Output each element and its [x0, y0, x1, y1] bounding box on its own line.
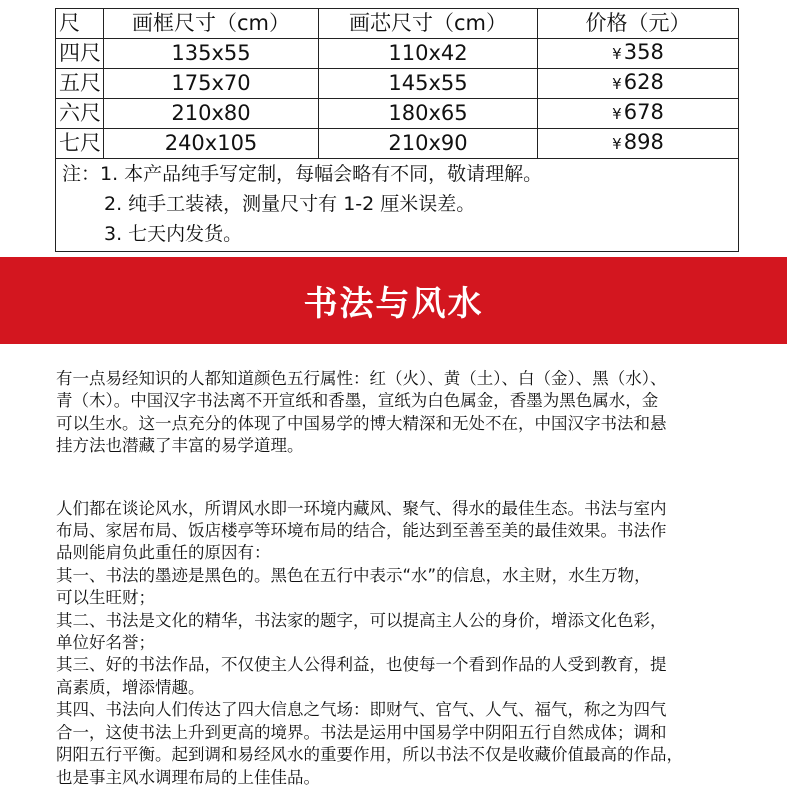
row-size: 六尺 [56, 99, 104, 129]
notes-cell [56, 159, 739, 252]
header-price: 价格（元） [538, 9, 739, 39]
row-core-size: 145x55 [319, 69, 538, 99]
row-core-size: 210x90 [319, 129, 538, 159]
paragraph-line: 挂方法也潜藏了丰富的易学道理。 [56, 436, 304, 456]
row-size: 七尺 [56, 129, 104, 159]
paragraph-line: 高素质，增添情趣。 [56, 677, 205, 697]
article-body [56, 368, 756, 789]
currency-symbol: ¥ [612, 135, 622, 153]
paragraph-line: 青（木）。中国汉字书法离不开宣纸和香墨，宣纸为白色属金，香墨为黑色属水，金 [56, 391, 659, 411]
currency-symbol: ¥ [612, 105, 622, 123]
paragraph-spacer [56, 458, 756, 498]
paragraph-line: 也是事主风水调理布局的上佳佳品。 [56, 767, 320, 787]
row-price [538, 69, 739, 99]
notes-row [56, 159, 739, 252]
price-value: 358 [623, 40, 664, 64]
paragraph-line: 其二、书法是文化的精华，书法家的题字，可以提高主人公的身价，增添文化色彩， [56, 610, 667, 630]
paragraph-line: 其一、书法的墨迹是黑色的。黑色在五行中表示“水”的信息，水主财，水生万物， [56, 565, 651, 585]
price-value: 678 [623, 100, 664, 124]
price-value: 898 [623, 130, 664, 154]
paragraph-line: 其三、好的书法作品，不仅使主人公得利益，也使每一个看到作品的人受到教育，提 [56, 655, 667, 675]
currency-symbol: ¥ [612, 45, 622, 63]
header-frame-size: 画框尺寸（cm） [104, 9, 319, 39]
row-price [538, 99, 739, 129]
row-price [538, 39, 739, 69]
table-row [56, 39, 739, 69]
price-value: 628 [623, 70, 664, 94]
header-size: 尺 [56, 9, 104, 39]
paragraph-line: 阴阳五行平衡。起到调和易经风水的重要作用，所以书法不仅是收藏价值最高的作品， [56, 745, 683, 765]
price-table [55, 8, 739, 252]
row-core-size: 180x65 [319, 99, 538, 129]
note-line: 3. 七天内发货。 [104, 223, 243, 245]
paragraph-line: 单位好名誉； [56, 633, 155, 653]
table-header-row [56, 9, 739, 39]
section-banner [0, 257, 787, 344]
note-line: 2. 纯手工装裱，测量尺寸有 1-2 厘米误差。 [104, 193, 476, 215]
paragraph-line: 合一，这使书法上升到更高的境界。书法是运用中国易学中阴阳五行自然成体；调和 [56, 722, 667, 742]
row-frame-size: 135x55 [104, 39, 319, 69]
paragraph-line: 可以生水。这一点充分的体现了中国易学的博大精深和无处不在，中国汉字书法和悬 [56, 413, 667, 433]
paragraph-line: 品则能肩负此重任的原因有： [56, 543, 271, 563]
row-frame-size: 175x70 [104, 69, 319, 99]
row-core-size: 110x42 [319, 39, 538, 69]
paragraph-line: 可以生旺财； [56, 588, 155, 608]
paragraph-line: 其四、书法向人们传达了四大信息之气场：即财气、官气、人气、福气，称之为四气 [56, 700, 667, 720]
banner-title: 书法与风水 [303, 284, 484, 324]
paragraph-line: 人们都在谈论风水，所谓风水即一环境内藏风、聚气、得水的最佳生态。书法与室内 [56, 498, 667, 518]
table-row [56, 129, 739, 159]
currency-symbol: ¥ [612, 75, 622, 93]
row-size: 五尺 [56, 69, 104, 99]
row-size: 四尺 [56, 39, 104, 69]
paragraph-line: 有一点易经知识的人都知道颜色五行属性：红（火）、黄（土）、白（金）、黑（水）、 [56, 369, 667, 388]
note-line: 注：1. 本产品纯手写定制，每幅会略有不同，敬请理解。 [62, 163, 543, 185]
row-frame-size: 240x105 [104, 129, 319, 159]
row-frame-size: 210x80 [104, 99, 319, 129]
table-row [56, 99, 739, 129]
row-price [538, 129, 739, 159]
table-row [56, 69, 739, 99]
header-core-size: 画芯尺寸（cm） [319, 9, 538, 39]
paragraph-line: 布局、家居布局、饭店楼亭等环境布局的结合，能达到至善至美的最佳效果。书法作 [56, 521, 667, 541]
